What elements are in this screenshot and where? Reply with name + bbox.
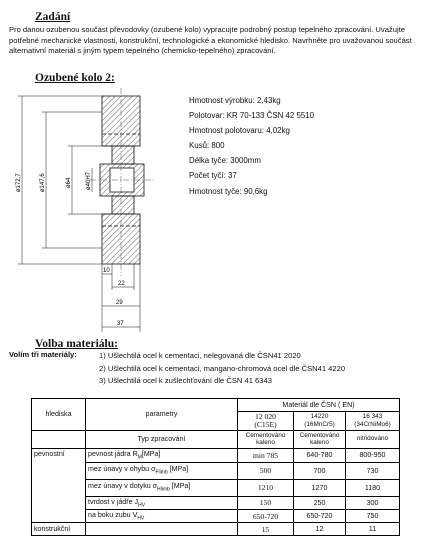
spec-item: Délka tyče: 3000mm bbox=[189, 156, 261, 166]
dim-outer: ø172,7 bbox=[16, 173, 22, 192]
value-cell: 1180 bbox=[346, 479, 400, 496]
param-cell: mez únavy v ohybu $\sigma_{Flimb}$ [MPa] bbox=[86, 462, 238, 479]
value-cell: 11 bbox=[346, 523, 400, 536]
param-cell: tvrdost v jádře $J_{HV}$ bbox=[86, 496, 238, 509]
spec-item: Hmotnost výrobku: 2,43kg bbox=[189, 96, 281, 105]
col-aspect-header: hlediska bbox=[32, 399, 86, 431]
value-cell: 800-950 bbox=[346, 449, 400, 462]
dim-hub-width: 29 bbox=[116, 300, 123, 306]
material-col: 14220 (16MnCr5) bbox=[294, 412, 346, 431]
value-cell: 1210 bbox=[238, 479, 294, 496]
param-cell: pevnost jádra $R_M[MPa]$ bbox=[86, 449, 238, 462]
treatment-cell: Cementováno kaleno bbox=[294, 430, 346, 449]
value-cell: 640-780 bbox=[294, 449, 346, 462]
value-cell: 250 bbox=[294, 496, 346, 509]
param-cell bbox=[86, 523, 238, 536]
material-item: 1) Ušlechtilá ocel k cementaci, nelegovaná dle ČSN41 2020 bbox=[99, 351, 301, 360]
value-cell: 700 bbox=[294, 462, 346, 479]
material-col: 16 343 (34CrNiMo6) bbox=[346, 412, 400, 431]
group-label: konstrukční bbox=[32, 523, 86, 536]
treatment-cell: nitridováno bbox=[346, 430, 400, 449]
assignment-text: Pro danou ozubenou součást převodovky (ozubené kolo) vypracujte podrobný postup tepelného zpracování. Uvažujte potřebné mechanické vlastnosti, konstrukční, technologické a ekonomické hledisko. Navrhněte pro uvažovanou součást alternativní materiál s jiným typem tepelného (chemicko-tepelného) zpracování. bbox=[9, 25, 412, 56]
value-cell: 300 bbox=[346, 496, 400, 509]
assignment-title: Zadání bbox=[35, 11, 71, 23]
col-params-header: parametry bbox=[86, 399, 238, 431]
table-row bbox=[32, 479, 400, 496]
gear-title: Ozubené kolo 2: bbox=[35, 72, 115, 84]
dim-hub: ø64 bbox=[66, 177, 72, 188]
value-cell: 15 bbox=[238, 523, 294, 536]
materials-list bbox=[99, 350, 345, 388]
dim-web: 22 bbox=[118, 281, 125, 287]
table-row bbox=[32, 496, 400, 509]
table-row bbox=[32, 449, 400, 462]
value-cell: 1270 bbox=[294, 479, 346, 496]
materials-lead: Volím tři materiály: bbox=[9, 350, 77, 359]
param-cell: mez únavy v dotyku $\sigma_{Hlimb}$ [MPa] bbox=[86, 479, 238, 496]
spec-item: Kusů: 800 bbox=[189, 141, 225, 151]
spec-item: Počet tyčí: 37 bbox=[189, 171, 237, 181]
gear-specs bbox=[189, 93, 314, 199]
treatment-label: Typ zpracování bbox=[86, 430, 238, 449]
gear-drawing bbox=[14, 84, 164, 336]
value-cell: 730 bbox=[346, 462, 400, 479]
dim-root: ø147,6 bbox=[40, 173, 46, 192]
material-item: 2) Ušlechtilá ocel k cementaci, mangano-chromová ocel dle ČSN41 4220 bbox=[99, 363, 346, 373]
value-cell: 650-720 bbox=[238, 510, 294, 523]
materials-title: Volba materiálu: bbox=[35, 338, 118, 350]
param-cell: na boku zubu $V_{HV}$ bbox=[86, 510, 238, 523]
dim-web2: 10 bbox=[103, 268, 110, 274]
material-col: 12 020 (C15E) bbox=[238, 412, 294, 431]
value-cell: min 785 bbox=[238, 449, 294, 462]
dim-bore: ø40H7 bbox=[86, 171, 92, 190]
spec-item: Hmotnost tyče: 90,6kg bbox=[189, 186, 268, 196]
spec-item: Hmotnost polotovaru: 4,02kg bbox=[189, 126, 290, 136]
diameter-dimensions bbox=[18, 96, 112, 264]
value-cell: 650-720 bbox=[294, 510, 346, 523]
table-row bbox=[32, 510, 400, 523]
value-cell: 500 bbox=[238, 462, 294, 479]
dim-rim-width: 37 bbox=[117, 321, 124, 327]
spec-item: Polotovar: KR 70-133 ČSN 42 5510 bbox=[189, 111, 315, 121]
table-row bbox=[32, 462, 400, 479]
material-item: 3) Ušlechtilá ocel k zušlechťování dle ČSN 41 6343 bbox=[99, 376, 272, 385]
value-cell: 12 bbox=[294, 523, 346, 536]
group-label: pevnostní bbox=[32, 449, 86, 523]
value-cell: 750 bbox=[346, 510, 400, 523]
value-cell: 150 bbox=[238, 496, 294, 509]
comparison-table bbox=[31, 398, 400, 536]
treatment-cell: Cementováno kaleno bbox=[238, 430, 294, 449]
table-row bbox=[32, 523, 400, 536]
material-header: Materiál dle ČSN ( EN) bbox=[238, 399, 400, 412]
